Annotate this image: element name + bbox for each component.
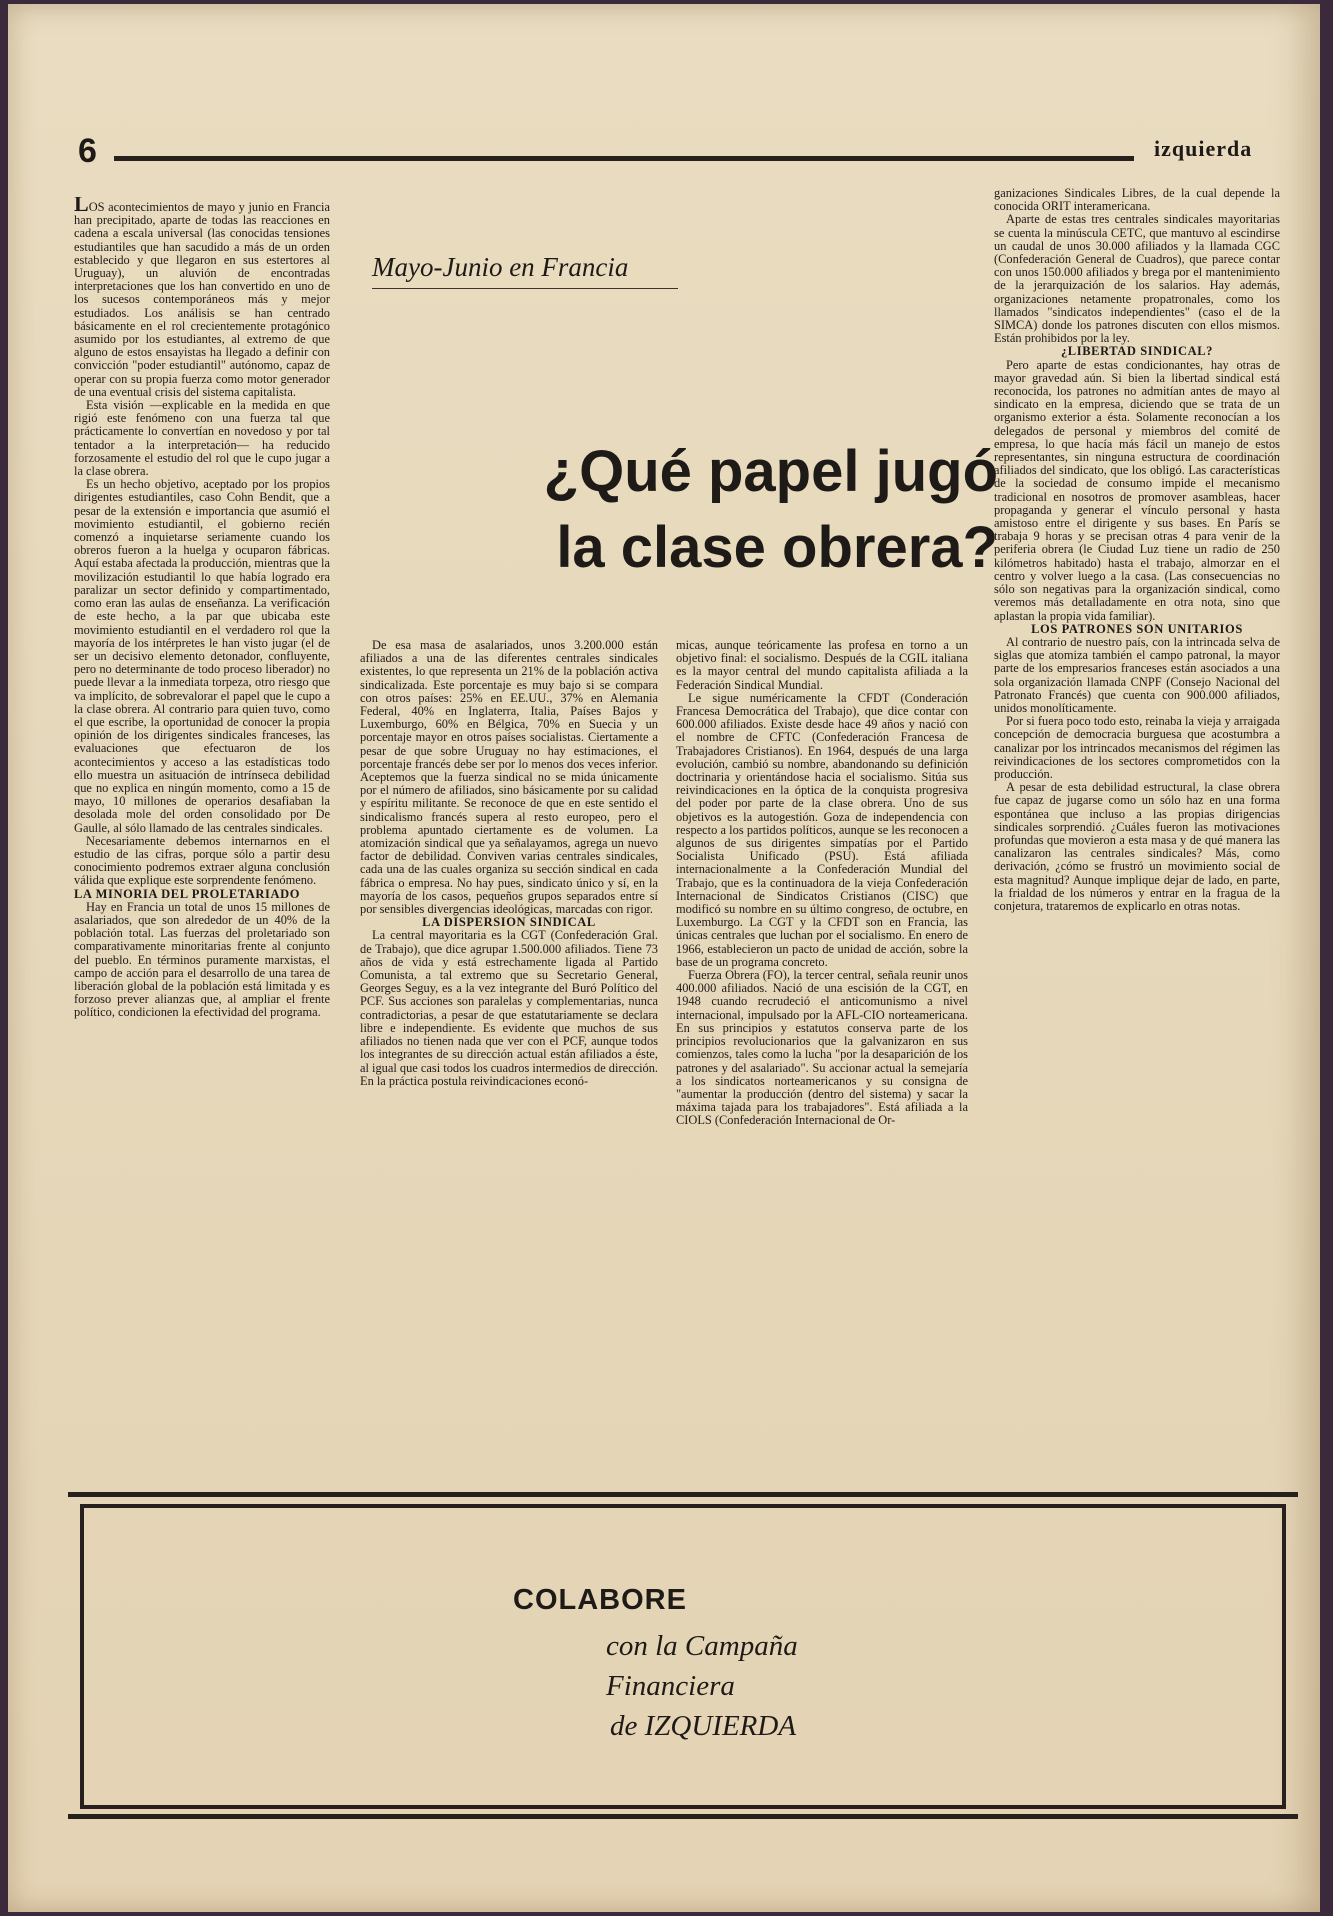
ad-line: con la Campaña bbox=[606, 1630, 798, 1662]
header-rule bbox=[114, 156, 1134, 161]
paragraph: Aparte de estas tres centrales sindicales mayoritarias se cuenta la minúscula CETC, que mantuvo al escindirse un caudal de unos 30.000 afiliados y la llamada CGC (Confederación General de Cuadros), que parece contar con unos 150.000 afiliados y brega por el mantenimiento de la jerarquización de los salarios. Hay además, organizaciones netamente propatronales, como los llamados "sindicatos independientes" (caso el de la SIMCA) donde los patrones discuten con ellos mismos. Están prohibidos por la ley. bbox=[994, 212, 1280, 346]
article-kicker: Mayo-Junio en Francia bbox=[372, 252, 629, 282]
paragraph: micas, aunque teóricamente las profesa en torno a un objetivo final: el socialismo. Después de la CGIL italiana es la mayor central del mundo capitalista afiliada a la Federación Sindical Mundial. bbox=[676, 639, 968, 692]
drop-cap: L bbox=[74, 197, 89, 216]
paragraph: Esta visión —explicable en la medida en que rigió este fenómeno con una fuerza tal que prácticamente lo convertían en novedoso y por tal tentador a la interpretación— ha reducido forzosamente el estudio del rol que le cupo jugar a la clase obrera. bbox=[74, 398, 330, 479]
ad-line: Financiera bbox=[606, 1670, 735, 1702]
paragraph: Al contrario de nuestro país, con la intrincada selva de siglas que atomiza también el campo patronal, la mayor parte de los empresarios franceses están asociados a una sola organización llamada CNPF (Consejo Nacional del Patronato Francés) que cuenta con 900.000 afiliados, unidos monolíticamente. bbox=[994, 634, 1280, 715]
paragraph-text: OS acontecimientos de mayo y junio en Francia han precipitado, aparte de todas las reacciones en cadena a escala universal (las conocidas tensiones estudiantiles que han sacudido a más de un orden establecido y que llegaron en sus estertores al Uruguay), un aluvión de encontradas interpretaciones que los han convertido en uno de los sucesos contemporáneos más y mejor estudiados. Los análisis se han centrado básicamente en el rol crecientemente protagónico asumido por los estudiantes, al extremo de que alguno de estos ensayistas ha llegado a definir con convicción "poder estudiantil" autónomo, capaz de operar con su propia fuerza como motor generador de una eventual crisis del sistema capitalista. bbox=[74, 200, 330, 399]
ad-bottom-rule bbox=[68, 1814, 1298, 1819]
paragraph bbox=[74, 197, 330, 399]
paragraph: De esa masa de asalariados, unos 3.200.000 están afiliados a una de las diferentes centrales sindicales existentes, lo que representa un 21% de la población activa sindicalizada. Este porcentaje es muy bajo si se compara con otros países: 25% en EE.UU., 37% en Alemania Federal, 40% en Inglaterra, Italia, Países Bajos y Luxemburgo, 60% en Bélgica, 70% en Suecia y un porcentaje mayor en otros países socialistas. Ciertamente a pesar de que sobre Uruguay no hay estimaciones, el porcentaje francés debe ser por lo menos dos veces inferior. Aceptemos que la fuerza sindical no se mida únicamente por el número de afiliados, sino básicamente por su calidad y espíritu militante. Se reconoce de que en este sentido el sindicalismo francés supera al resto europeo, pero el problema apuntado ciertamente es de volumen. La atomización sindical que ya señalayamos, agrega un nuevo factor de debilidad. Conviven varias centrales sindicales, cada una de las cuales organiza su sección sindical en cada fábrica o empresa. No hay pues, sindicato único y sí, en la mayoría de los casos, pequeños grupos separados entre sí por sensibles divergencias ideológicas, marcadas con rigor. bbox=[360, 639, 658, 917]
ad-line: de IZQUIERDA bbox=[610, 1710, 797, 1742]
section-subhead: LA DISPERSION SINDICAL bbox=[422, 915, 596, 930]
page-number: 6 bbox=[78, 132, 97, 170]
paragraph: Hay en Francia un total de unos 15 millones de asalariados, que son alrededor de un 40% de la población total. Las fuerzas del proletariado son comparativamente minoritarias frente al conjunto del pueblo. En términos puramente marxistas, el campo de acción para el desarrollo de una tarea de liberación global de la población está limitada y es forzoso prever alianzas que, al ampliar el frente político, condicionen la efectividad del programa. bbox=[74, 899, 330, 1020]
section-subhead: ¿LIBERTAD SINDICAL? bbox=[1060, 344, 1214, 359]
article-headline bbox=[438, 434, 998, 586]
paragraph: Necesariamente debemos internarnos en el estudio de las cifras, porque sólo a partir desu conocimiento podremos extraer alguna conclusión válida que explique este sorprendente fenómeno. bbox=[74, 833, 330, 888]
paragraph: Por si fuera poco todo esto, reinaba la vieja y arraigada concepción de democracia burguesa que acostumbra a canalizar por los intrincados mecanismos del régimen las reivindicaciones de los sectores comprometidos con la producción. bbox=[994, 714, 1280, 781]
column-3 bbox=[676, 639, 968, 1487]
paragraph: Fuerza Obrera (FO), la tercer central, señala reunir unos 400.000 afiliados. Nació de una escisión de la CGT, en 1948 cuando recrudeció el anticomunismo a nivel internacional, impulsado por la AFL-CIO norteamericana. En sus principios y estatutos conserva parte de los principios revolucionarios que la galvanizaron en sus comienzos, tales como la lucha "por la desaparición de los patrones y del asalariado". Su accionar actual la semejaría a los sindicatos norteamericanos y su consigna de "aumentar la producción (dentro del sistema) y sacar la máxima tajada para los trabajadores". Está afiliada a la CIOLS (Confederación Internacional de Or- bbox=[676, 968, 968, 1128]
column-4 bbox=[994, 187, 1280, 1487]
masthead: izquierda bbox=[1154, 136, 1253, 161]
ad-top-rule bbox=[68, 1492, 1298, 1497]
newspaper-page bbox=[8, 4, 1320, 1912]
section-subhead: LOS PATRONES SON UNITARIOS bbox=[1031, 621, 1243, 636]
ad-title: COLABORE bbox=[513, 1584, 687, 1616]
paragraph: A pesar de esta debilidad estructural, la clase obrera fue capaz de jugarse como un sólo haz en una forma espontánea que incluso a las propias dirigencias sindicales sorprendió. ¿Cuáles fueron las motivaciones profundas que movieron a esta masa y de qué manera las canalizaron las centrales sindicales? Más, como derivación, ¿cómo se frustró un movimiento social de esta magnitud? Aunque implique dejar de lado, en parte, la frialdad de los números y entrar en la fragua de la conjetura, trataremos de explicarlo en otras notas. bbox=[994, 780, 1280, 913]
kicker-rule bbox=[372, 288, 678, 289]
headline-line: ¿Qué papel jugó bbox=[543, 439, 998, 504]
paragraph: ganizaciones Sindicales Libres, de la cual depende la conocida ORIT interamericana. bbox=[994, 187, 1280, 214]
column-2 bbox=[360, 639, 658, 1487]
headline-line: la clase obrera? bbox=[556, 515, 998, 580]
paragraph: Es un hecho objetivo, aceptado por los propios dirigentes estudiantiles, caso Cohn Bendit, que a pesar de la extensión e importancia que asumió el movimiento estudiantil, el gobierno recién comenzó a inquietarse seriamente cuando los obreros fueron a la huelga y ocuparon fábricas. Aquí estaba afectada la producción, mientras que la movilización estudiantil lo que había logrado era paralizar un sector definido y compartimentado, como eran las aulas de enseñanza. La verificación de este hecho, a la par que ubicaba este movimiento estudiantil en el verdadero rol que la mayoría de los intérpretes le han visto jugar (el de ser un decisivo elemento detonador, confluyente, pero no determinante de todo proceso liberador) no puede llevar a la inmediata torpeza, otro riesgo que va implícito, de sobrevalorar el papel que le cupo a la clase obrera. Al contrario para quien tuvo, como el que escribe, la oportunidad de conocer la propia opinión de los dirigentes sindicales franceses, las evaluaciones que efectuaron de los acontecimientos y acceso a las estadísticas todo ello muestra un asituación de intrínseca debilidad que no explica en ningún momento, como a 15 de mayo, 10 millones de operarios desafiaban la desolada mole del orden consolidado por De Gaulle, al sólo llamado de las centrales sindicales. bbox=[74, 477, 330, 835]
paragraph: La central mayoritaria es la CGT (Confederación Gral. de Trabajo), que dice agrupar 1.500.000 afiliados. Tiene 73 años de vida y está estrechamente ligada al Partido Comunista, a tal extremo que su Secretario General, Georges Seguy, es a la vez integrante del Buró Político del PCF. Sus acciones son paralelas y complementarias, nunca contradictorias, a pesar de que estatutariamente se declara libre e independiente. Es evidente que muchos de sus afiliados no tienen nada que ver con el PCF, aunque todos los integrantes de su dirección actual están afiliados a éste, al igual que casi todos los cuadros intermedios de dirección. En la práctica postula reivindicaciones econó- bbox=[360, 928, 658, 1088]
column-1 bbox=[74, 197, 330, 1487]
paragraph: Le sigue numéricamente la CFDT (Conderación Francesa Democrática del Trabajo), que dice contar con 600.000 afiliados. Existe desde hace 49 años y nació con el nombre de CFTC (Confederación Francesa de Trabajadores Cristianos). En 1964, después de una larga evolución, cambió su nombre, abandonando su definición doctrinaria y orientándose hacia el socialismo. Sitúa sus reivindicaciones en la óptica de la conquista progresiva del poder por parte de la clase obrera. Uno de sus objetivos es la autogestión. Goza de independencia con respecto a los partidos políticos, aunque se les reconocen a algunos de sus dirigentes simpatías por el Partido Socialista Unificado (PSU). Está afiliada internacionalmente a la Confederación Mundial del Trabajo, que es la continuadora de la vieja Confederación Internacional de Sindicatos Cristianos (CISC) que modificó su nombre en su último congreso, de octubre, en Luxemburgo. La CGT y la CFDT son en Francia, las únicas centrales que luchan por el socialismo. En enero de 1966, establecieron un pacto de unidad de acción, sobre la base de un programa concreto. bbox=[676, 690, 968, 969]
paragraph: Pero aparte de estas condicionantes, hay otras de mayor gravedad aún. Si bien la libertad sindical está reconocida, los patrones no admitían antes de mayo al sindicato en la empresa, diciendo que se trata de un organismo exterior a ésta. Solamente reconocían a los delegados de personal y miembros del comité de empresa, lo que hacía más fácil un manejo de estos representantes, sin ninguna estructura de coordinación afiliados del sindicato, que los obligó. Las características de la sociedad de consumo impide el mecanismo tradicional en nosotros de promover asambleas, hacer propaganda y generar el vínculo personal y hasta amistoso entre el dirigente y sus bases. En París se trabaja 9 horas y se precisan otras 4 para venir de la periferia obrera (le Ciudad Luz tiene un radio de 250 kilómetros habitado) hasta el trabajo, almorzar en el centro y volver luego a la casa. (Las consecuencias no sólo son negativas para la organización sindical, como veremos más detalladamente en otra nota, sino que aplastan la propia vida familiar). bbox=[994, 357, 1280, 623]
section-subhead: LA MINORIA DEL PROLETARIADO bbox=[74, 886, 301, 901]
